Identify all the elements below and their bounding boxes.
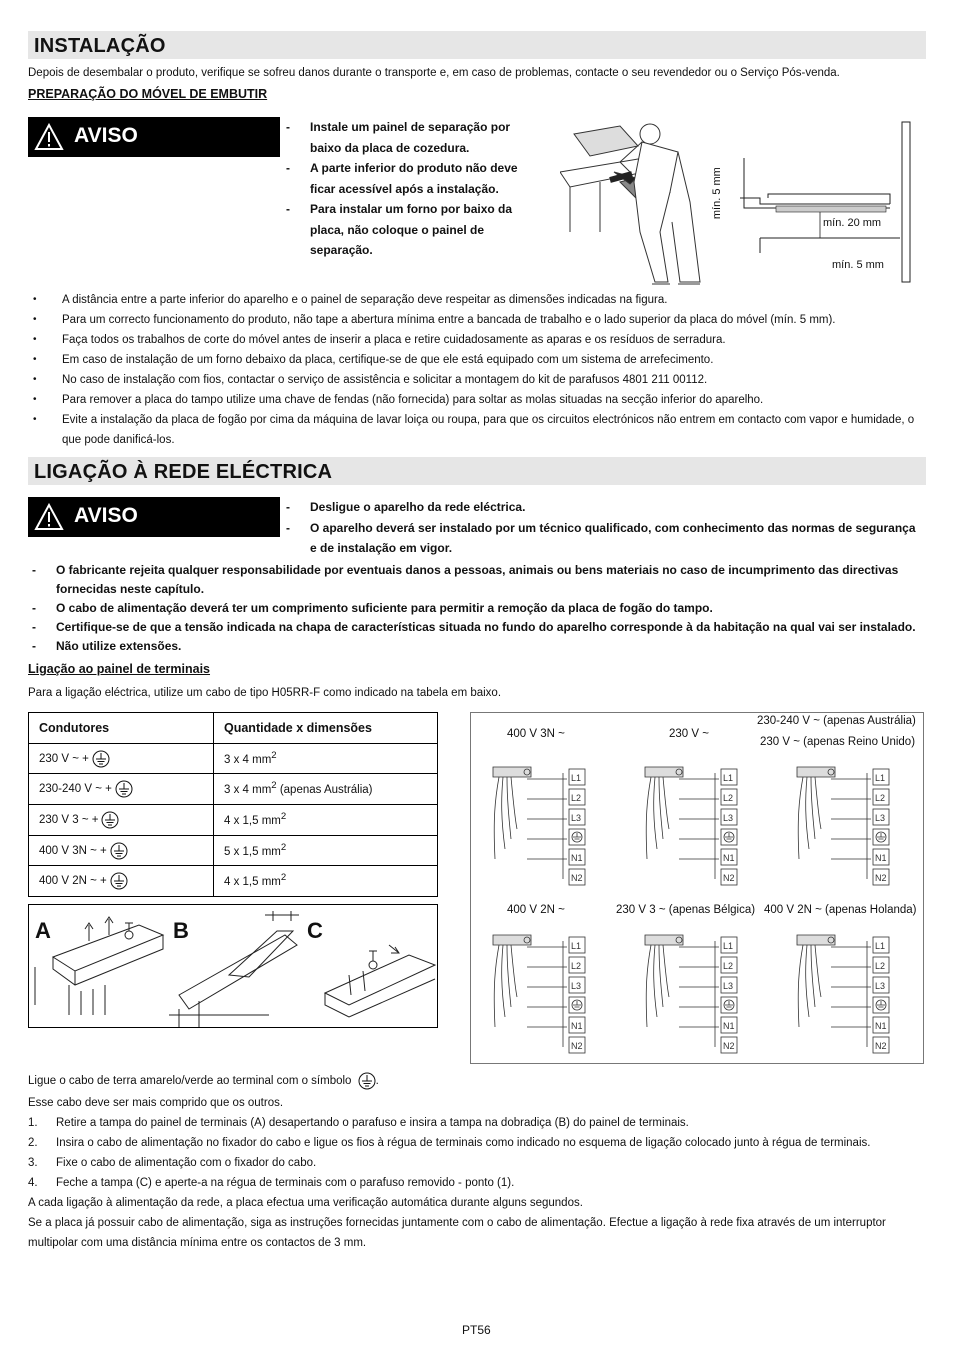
wiring-label: 230-240 V ~ (apenas Austrália) [757,715,916,727]
wiring-diagram-aus [791,759,891,893]
list-item: • Para remover a placa do tampo utilize uma chave de fendas (não fornecida) para soltar as molas situadas na secção inferior do aparelho. [28,390,918,410]
list-item: • A distância entre a parte inferior do aparelho e o painel de separação deve respeitar as dimensões indicadas na figura. [28,290,918,310]
wiring-label: 400 V 2N ~ (apenas Holanda) [764,904,917,916]
page-number: PT56 [462,1323,491,1337]
earth-symbol-icon [101,811,119,829]
earth-symbol-icon [110,872,128,890]
list-item: - O fabricante rejeita qualquer responsabilidade por eventuais danos a pessoas, animais ou bens materiais no caso de incumprimento das directivas fornecidas neste capítulo. [28,561,918,599]
list-item: • No caso de instalação com fios, contactar o serviço de assistência e solicitar a montagem do kit de parafusos 4801 211 00112. [28,370,918,390]
step-number: 4. [28,1177,38,1189]
installation-warning-badge [28,117,280,157]
warning-icon [34,123,64,151]
table-row [29,743,438,774]
closing-text-2: Se a placa já possuir cabo de alimentação, siga as instruções fornecidas juntamente com o cabo de alimentação. Efectue a ligação à rede fixa através de um interruptor multipolar com uma distância mínima entre os contactos de 3 mm. [28,1217,886,1249]
conductor-cell: 230 V 3 ~ + [39,813,99,826]
warning-label: AVISO [74,124,138,147]
earth-symbol-icon [358,1072,376,1090]
list-item: - A parte inferior do produto não deve ficar acessível após a instalação. [282,158,532,199]
conductors-table [28,712,438,897]
longer-cable-note: Esse cabo deve ser mais comprido que os outros. [28,1097,284,1109]
electrical-warning-badge [28,497,280,537]
closing-text-1: A cada ligação à alimentação da rede, a placa efectua uma verificação automática durante alguns segundos. [28,1197,583,1209]
list-item: • Evite a instalação da placa de fogão por cima da máquina de lavar loiça ou roupa, para que os circuitos electrónicos não entrem em contacto com vapor e humidade, o que pode danificá-los. [28,410,918,450]
wiring-diagram-400v2n [487,927,587,1061]
table-row [29,774,438,805]
earth-instruction-end: . [375,1075,379,1087]
dimension-min5-bottom: mín. 5 mm [832,259,884,271]
installation-intro: Depois de desembalar o produto, verifique se sofreu danos durante o transporte e, em caso de problemas, contacte o seu revendedor ou o Serviço Pós-venda. [28,67,840,79]
table-row [29,805,438,836]
list-item: • Para um correcto funcionamento do produto, não tape a abertura mínima entre a bancada de trabalho e o lado superior da placa do móvel (mín. 5 mm). [28,310,918,330]
list-item: - Não utilize extensões. [28,637,918,656]
electrical-warnings-full [28,561,918,656]
electrical-warnings-top [282,497,922,559]
conductor-cell: 230 V ~ + [39,752,89,765]
earth-symbol-icon [110,842,128,860]
table-header-row [29,713,438,744]
list-item [28,1133,918,1153]
table-header: Condutores [29,713,214,744]
wiring-diagrams [470,712,924,1064]
qty-cell: 4 x 1,5 mm [224,814,281,827]
dimension-drawing [740,118,920,288]
wiring-diagram-230v [639,759,739,893]
label-b: B [173,918,189,943]
installation-header [28,31,926,59]
list-item: - O cabo de alimentação deverá ter um comprimento suficiente para permitir a remoção da placa de fogão do tampo. [28,599,918,618]
qty-cell: 4 x 1,5 mm [224,876,281,889]
wiring-diagram-400v3n [487,759,587,893]
electrical-header [28,457,926,485]
earth-instruction [28,1071,926,1091]
terminal-intro: Para a ligação eléctrica, utilize um cabo de tipo H05RR-F como indicado na tabela em baixo. [28,687,502,699]
installation-subtitle: PREPARAÇÃO DO MÓVEL DE EMBUTIR [28,87,268,101]
installation-warnings [282,117,532,261]
list-item: - Desligue o aparelho da rede eléctrica. [282,497,922,518]
wiring-diagram-230v3 [639,927,739,1061]
installation-illustration [560,112,730,287]
step-number: 2. [28,1137,38,1149]
superscript: 2 [271,749,277,761]
superscript: 2 [271,780,277,792]
terminal-subtitle: Ligação ao painel de terminais [28,662,211,676]
wiring-label: 230 V ~ [669,728,709,740]
list-item: - Instale um painel de separação por baixo da placa de cozedura. [282,117,532,158]
superscript: 2 [280,872,287,884]
conductor-cell: 230-240 V ~ + [39,783,112,796]
conductor-cell: 400 V 3N ~ + [39,844,107,857]
dimension-min20: mín. 20 mm [823,217,882,229]
label-a: A [35,918,51,943]
step-text: Insira o cabo de alimentação no fixador do cabo e ligue os fios à régua de terminais como indicado no esquema de ligação colocado junto à régua de terminais. [56,1137,871,1149]
table-header: Quantidade x dimensões [214,713,438,744]
wiring-label: 400 V 3N ~ [507,728,565,740]
electrical-title: LIGAÇÃO À REDE ELÉCTRICA [34,461,333,483]
earth-instruction-text: Ligue o cabo de terra amarelo/verde ao terminal com o símbolo [28,1075,352,1087]
list-item [28,1153,918,1173]
list-item: - Certifique-se de que a tensão indicada na chapa de características situada no fundo do aparelho corresponde à da habitação na qual vai ser instalado. [28,618,918,637]
step-text: Retire a tampa do painel de terminais (A) desapertando o parafuso e insira a tampa na dobradiça (B) do painel de terminais. [56,1117,689,1129]
qty-cell: 3 x 4 mm [224,753,272,766]
installation-title: INSTALAÇÃO [34,35,166,57]
earth-symbol-icon [115,780,133,798]
terminal-cover-drawing [29,905,437,1027]
table-row [29,866,438,897]
list-item [28,1173,918,1193]
qty-cell: 3 x 4 mm [224,784,272,797]
wiring-diagram-400v2n-nl [791,927,891,1061]
installation-bullets [28,290,918,450]
step-number: 3. [28,1157,38,1169]
note: (apenas Austrália) [276,784,373,797]
dimension-min5-vertical: mín. 5 mm [710,167,723,220]
step-text: Feche a tampa (C) e aperte-a na régua de terminais com o parafuso removido - ponto (1). [56,1177,515,1189]
terminal-cover-illustration [28,904,438,1028]
warning-icon [34,503,64,531]
wiring-label: 400 V 2N ~ [507,904,565,916]
list-item: • Faça todos os trabalhos de corte do móvel antes de inserir a placa e retire cuidadosamente as aparas e os resíduos de serradura. [28,330,918,350]
wiring-label: 230 V 3 ~ (apenas Bélgica) [616,904,756,916]
list-item [28,1113,918,1133]
step-number: 1. [28,1117,38,1129]
warning-label: AVISO [74,504,138,527]
earth-symbol-icon [92,750,110,768]
list-item: • Em caso de instalação de um forno debaixo da placa, certifique-se de que ele está equipado com um sistema de arrefecimento. [28,350,918,370]
superscript: 2 [280,811,287,823]
label-c: C [307,918,323,943]
superscript: 2 [280,841,287,853]
qty-cell: 5 x 1,5 mm [224,845,281,858]
conductor-cell: 400 V 2N ~ + [39,875,107,888]
step-text: Fixe o cabo de alimentação com o fixador do cabo. [56,1157,317,1169]
connection-steps [28,1113,918,1193]
wiring-label: 230 V ~ (apenas Reino Unido) [760,736,916,748]
list-item: - Para instalar um forno por baixo da placa, não coloque o painel de separação. [282,199,532,261]
table-row [29,835,438,866]
list-item: - O aparelho deverá ser instalado por um técnico qualificado, com conhecimento das normas de segurança e de instalação em vigor. [282,518,922,559]
